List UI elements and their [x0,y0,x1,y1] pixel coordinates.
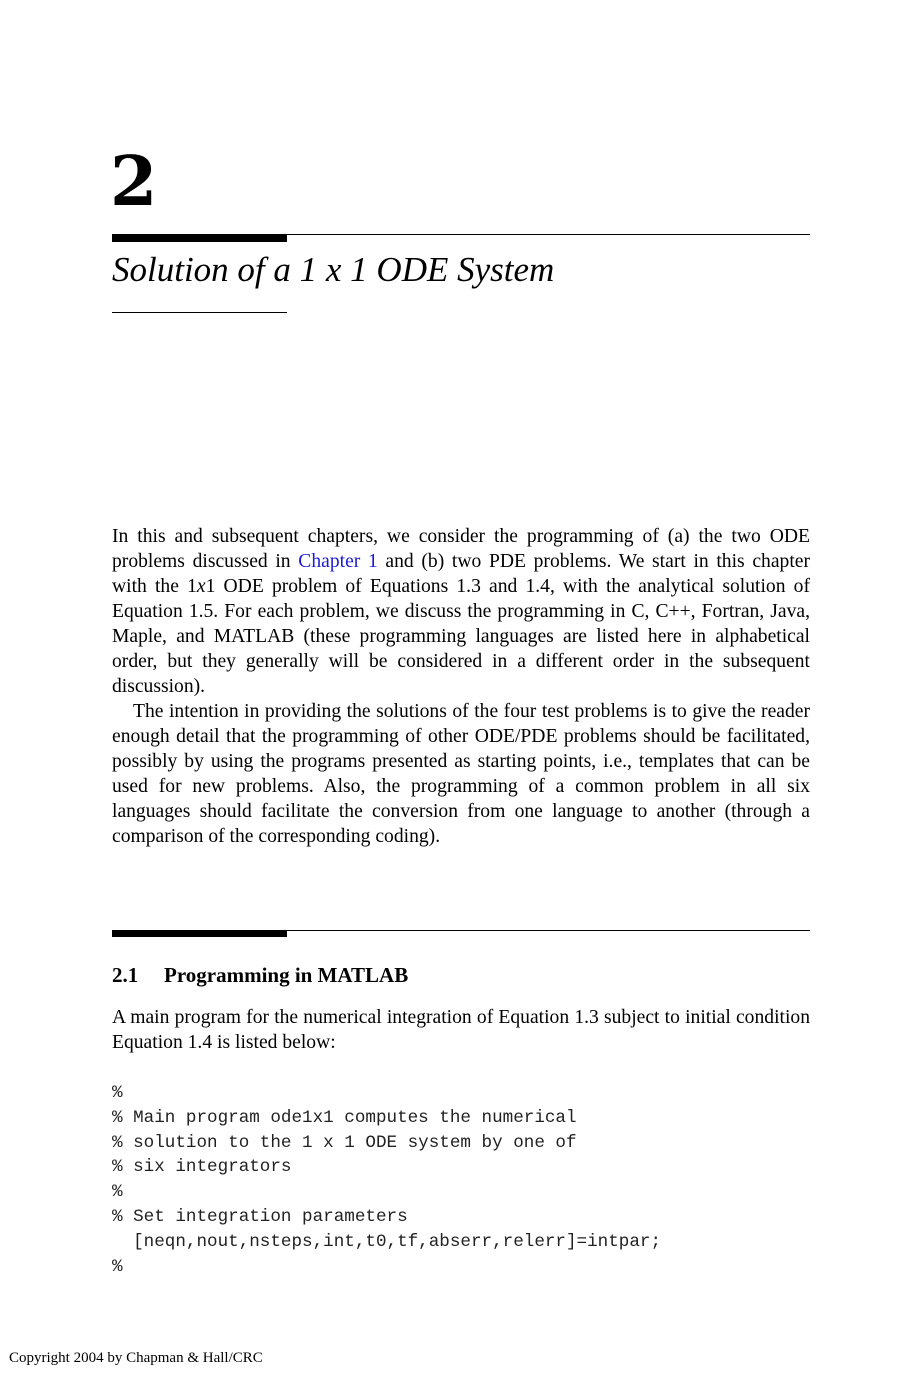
code-line: % Main program ode1x1 computes the numerical [112,1107,577,1128]
section-title: Programming in MATLAB [164,963,409,987]
code-line: % [112,1256,123,1277]
chapter-rule-thick [112,234,287,242]
code-line: % solution to the 1 x 1 ODE system by one of [112,1132,577,1153]
code-line: % [112,1182,123,1203]
intro-paragraph-1 [112,524,810,699]
code-line: % [112,1083,123,1103]
section-heading [112,963,408,988]
intro-p1-x: x [196,576,206,597]
title-underline [112,312,287,313]
section-number: 2.1 [112,963,139,987]
intro-p1-part-a: In this and subsequent chapters, we consider the programming of (a) the two ODE problems discussed in [112,526,810,572]
code-line: % six integrators [112,1157,292,1178]
chapter-1-link[interactable]: Chapter 1 [298,551,378,572]
code-listing [112,1081,661,1279]
copyright-footer: Copyright 2004 by Chapman & Hall/CRC [9,1350,263,1366]
chapter-number: 2 [110,142,158,222]
code-line: % Set integration parameters [112,1206,408,1227]
code-line: [neqn,nout,nsteps,int,t0,tf,abserr,relerr]=intpar; [112,1231,662,1252]
intro-p1-part-b: and (b) two PDE problems. We start in this chapter with the 1 [112,551,810,597]
section-paragraph: A main program for the numerical integration of Equation 1.3 subject to initial condition Equation 1.4 is listed below: [112,1007,810,1053]
section-rule-thick [112,930,287,937]
intro-text [112,524,810,849]
chapter-title: Solution of a 1 x 1 ODE System [112,250,555,289]
intro-p1-part-c: 1 ODE problem of Equations 1.3 and 1.4, with the analytical solution of Equation 1.5. For each problem, we discuss the programming in C, C++, Fortran, Java, Maple, and MATLAB (these programming languages are listed here in alphabetical order, but they generally will be considered in a different order in the subsequent discussion). [112,576,810,697]
intro-paragraph-2: The intention in providing the solutions of the four test problems is to give the reader enough detail that the programming of other ODE/PDE problems should be facilitated, possibly by using the programs presented as starting points, i.e., templates that can be used for new problems. Also, the programming of a common problem in all six languages should facilitate the conversion from one language to another (through a comparison of the corresponding coding). [112,701,810,847]
